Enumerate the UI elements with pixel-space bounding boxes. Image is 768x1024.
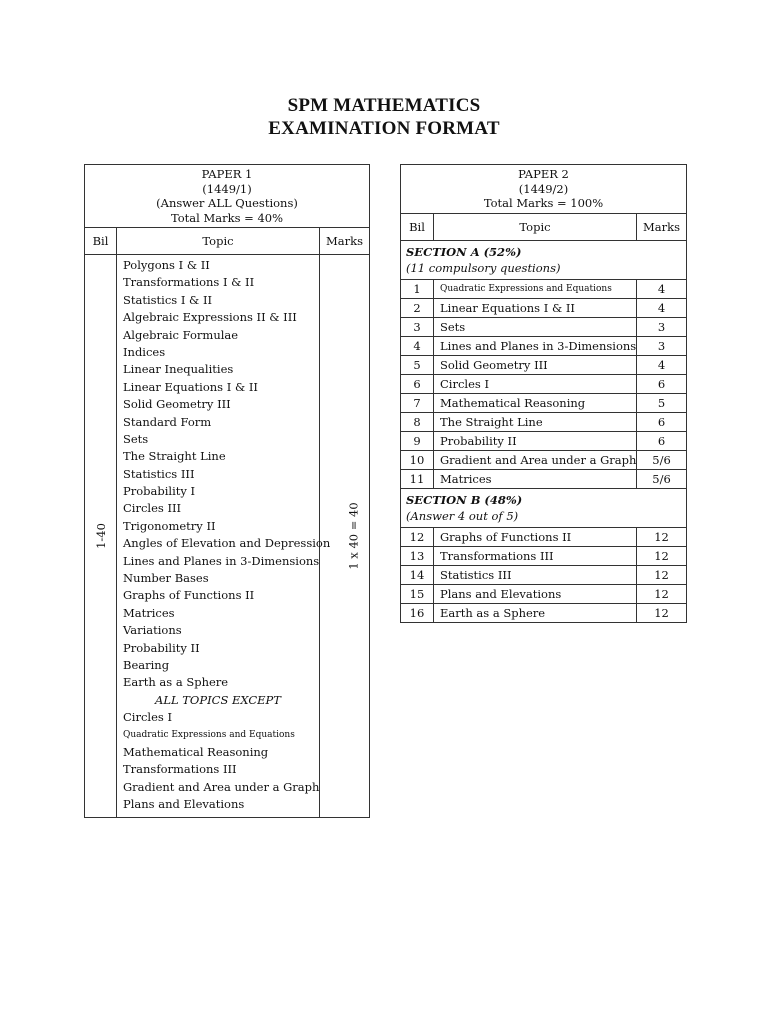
row-bil: 16 <box>401 603 434 622</box>
row-topic: Earth as a Sphere <box>434 603 637 622</box>
paper1-topic-list <box>117 255 331 818</box>
table-row <box>401 412 687 431</box>
paper1-marks-cell <box>320 255 370 818</box>
paper1-except-topic: Plans and Elevations <box>123 797 245 812</box>
row-bil: 3 <box>401 317 434 336</box>
row-marks: 3 <box>637 336 687 355</box>
row-topic: The Straight Line <box>434 412 637 431</box>
row-bil: 10 <box>401 450 434 469</box>
row-bil: 15 <box>401 584 434 603</box>
paper1-col-topic: Topic <box>117 228 320 255</box>
paper1-instruction: (Answer ALL Questions) <box>156 196 298 210</box>
table-row <box>401 393 687 412</box>
paper2-table <box>400 164 687 623</box>
row-topic: Quadratic Expressions and Equations <box>434 279 637 298</box>
paper1-topic: Indices <box>123 344 166 359</box>
paper2-col-topic: Topic <box>434 213 637 240</box>
paper1-topic: Algebraic Expressions II & III <box>123 310 297 325</box>
paper2-col-bil: Bil <box>401 213 434 240</box>
paper1-topic: Lines and Planes in 3-Dimensions <box>123 553 320 568</box>
table-row <box>401 317 687 336</box>
paper1-total-marks: Total Marks = 40% <box>170 210 284 225</box>
paper2-section-b-header <box>401 488 687 527</box>
paper1-except-topic: Transformations III <box>123 762 237 777</box>
row-topic: Plans and Elevations <box>434 584 637 603</box>
row-topic: Solid Geometry III <box>434 355 637 374</box>
row-bil: 2 <box>401 298 434 317</box>
row-marks: 3 <box>637 317 687 336</box>
row-topic: Transformations III <box>434 546 637 565</box>
row-marks: 12 <box>637 565 687 584</box>
paper1-topic: Linear Inequalities <box>123 362 234 377</box>
paper1-table <box>84 164 370 818</box>
table-row <box>401 336 687 355</box>
row-topic: Gradient and Area under a Graph <box>434 450 637 469</box>
paper1-except-topic: Gradient and Area under a Graph <box>123 779 320 794</box>
section-note: (11 compulsory questions) <box>406 260 561 275</box>
paper2-code: (1449/2) <box>518 181 569 196</box>
table-row <box>401 603 687 622</box>
row-topic: Lines and Planes in 3-Dimensions <box>434 336 637 355</box>
paper1-title: PAPER 1 <box>201 167 253 181</box>
paper1-topic: Solid Geometry III <box>123 397 231 412</box>
paper1-bil-range: 1-40 <box>93 522 108 549</box>
paper1-topic: Algebraic Formulae <box>123 327 239 342</box>
row-bil: 14 <box>401 565 434 584</box>
paper1-topic: Trigonometry II <box>123 518 216 533</box>
page-title <box>0 94 768 140</box>
row-marks: 4 <box>637 279 687 298</box>
paper2-title: PAPER 2 <box>518 167 569 181</box>
paper1-header <box>85 165 370 228</box>
row-bil: 11 <box>401 469 434 488</box>
paper1-topic: Linear Equations I & II <box>123 379 258 394</box>
row-marks: 12 <box>637 546 687 565</box>
paper1-code: (1449/1) <box>202 181 252 196</box>
table-row <box>401 584 687 603</box>
paper1-except-label: ALL TOPICS EXCEPT <box>155 692 281 707</box>
paper1-topic: Sets <box>123 431 149 446</box>
section-heading: SECTION A (52%) <box>406 244 522 259</box>
table-row <box>401 431 687 450</box>
row-bil: 12 <box>401 527 434 546</box>
row-bil: 8 <box>401 412 434 431</box>
row-bil: 7 <box>401 393 434 412</box>
table-row <box>401 298 687 317</box>
paper2-total-marks: Total Marks = 100% <box>483 196 604 210</box>
paper1-bil-range-cell <box>85 255 117 818</box>
table-row <box>401 279 687 298</box>
paper1-col-bil: Bil <box>85 228 117 255</box>
row-topic: Graphs of Functions II <box>434 527 637 546</box>
paper2-section-a-header <box>401 240 687 279</box>
paper1-topic: Bearing <box>123 657 170 672</box>
row-marks: 12 <box>637 527 687 546</box>
row-topic: Matrices <box>434 469 637 488</box>
row-marks: 12 <box>637 584 687 603</box>
paper1-except-topic: Circles I <box>123 710 172 725</box>
table-row <box>401 469 687 488</box>
row-bil: 1 <box>401 279 434 298</box>
row-topic: Sets <box>434 317 637 336</box>
paper1-topic: Graphs of Functions II <box>123 588 255 603</box>
section-heading: SECTION B (48%) <box>406 492 523 507</box>
row-bil: 6 <box>401 374 434 393</box>
row-marks: 4 <box>637 298 687 317</box>
title-line-2: EXAMINATION FORMAT <box>268 118 500 139</box>
paper1-topic: Probability I <box>123 484 196 499</box>
paper1-except-topic: Mathematical Reasoning <box>123 744 269 759</box>
row-marks: 5 <box>637 393 687 412</box>
paper1-topic: Statistics III <box>123 466 195 481</box>
paper1-topic: Number Bases <box>123 571 209 586</box>
paper1-topic: Polygons I & II <box>123 258 210 272</box>
paper1-topic: Standard Form <box>123 414 212 429</box>
row-marks: 5/6 <box>637 469 687 488</box>
title-line-1: SPM MATHEMATICS <box>287 95 481 116</box>
paper2-header <box>401 165 687 214</box>
paper1-topic: Circles III <box>123 501 182 516</box>
row-bil: 13 <box>401 546 434 565</box>
paper1-marks-value: 1 x 40 = 40 <box>346 502 361 570</box>
table-row <box>401 527 687 546</box>
table-row <box>401 565 687 584</box>
row-bil: 4 <box>401 336 434 355</box>
row-bil: 5 <box>401 355 434 374</box>
paper1-topic: Statistics I & II <box>123 292 213 307</box>
paper1-topic: The Straight Line <box>123 449 226 464</box>
row-topic: Circles I <box>434 374 637 393</box>
row-bil: 9 <box>401 431 434 450</box>
paper1-topic: Matrices <box>123 605 175 620</box>
row-marks: 5/6 <box>637 450 687 469</box>
paper1-col-marks: Marks <box>320 228 370 255</box>
paper1-topic: Transformations I & II <box>123 275 255 290</box>
paper1-topic: Earth as a Sphere <box>123 675 229 690</box>
paper1-except-topic: Quadratic Expressions and Equations <box>123 729 295 740</box>
row-marks: 6 <box>637 431 687 450</box>
row-topic: Statistics III <box>434 565 637 584</box>
row-marks: 12 <box>637 603 687 622</box>
paper1-topic: Probability II <box>123 640 200 655</box>
row-topic: Linear Equations I & II <box>434 298 637 317</box>
row-topic: Mathematical Reasoning <box>434 393 637 412</box>
table-row <box>401 374 687 393</box>
row-topic: Probability II <box>434 431 637 450</box>
paper1-topic: Angles of Elevation and Depression <box>123 536 331 551</box>
table-row <box>401 450 687 469</box>
section-note: (Answer 4 out of 5) <box>406 508 519 523</box>
paper2-col-marks: Marks <box>637 213 687 240</box>
row-marks: 6 <box>637 374 687 393</box>
paper1-topic: Variations <box>123 623 182 638</box>
row-marks: 4 <box>637 355 687 374</box>
table-row <box>401 355 687 374</box>
table-row <box>401 546 687 565</box>
row-marks: 6 <box>637 412 687 431</box>
